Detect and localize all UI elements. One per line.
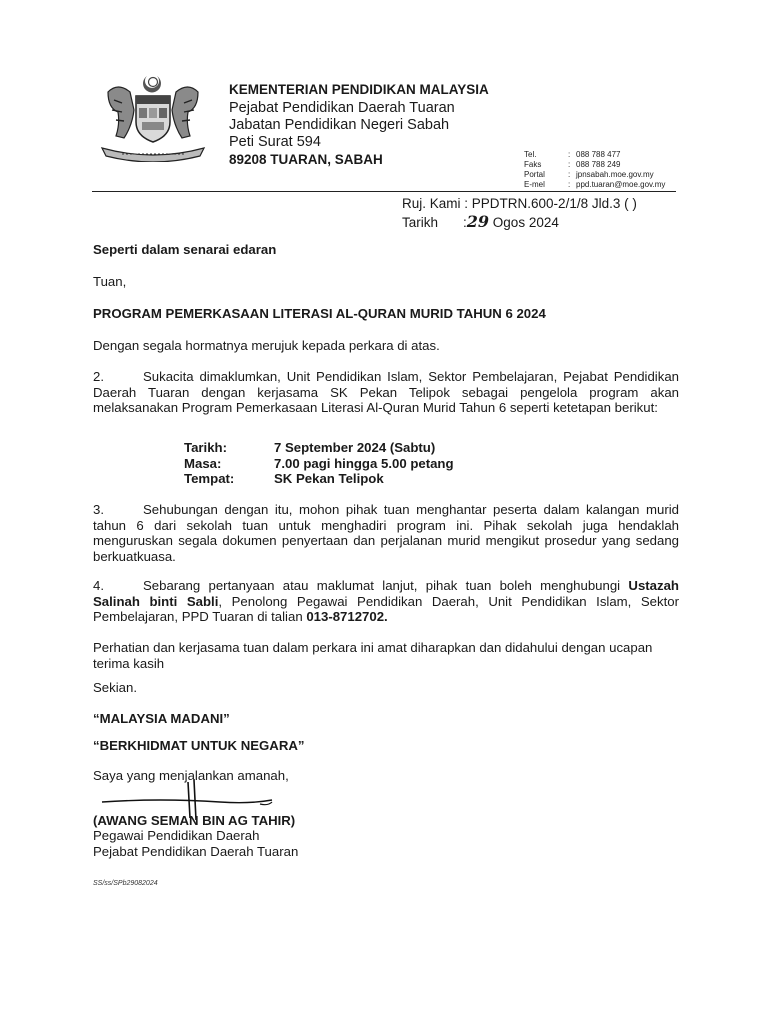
postcode-city: 89208 TUARAN, SABAH bbox=[229, 152, 383, 167]
letterhead-divider bbox=[92, 191, 676, 192]
subject-title: PROGRAM PEMERKASAAN LITERASI AL-QURAN MURID TAHUN 6 2024 bbox=[93, 306, 546, 321]
footer-reference-code: SS/ss/SPb29082024 bbox=[93, 880, 158, 887]
detail-time: Masa: 7.00 pagi hingga 5.00 petang bbox=[184, 455, 454, 471]
reference-number: Ruj. Kami : PPDTRN.600-2/1/8 Jld.3 ( ) bbox=[402, 196, 637, 211]
contact-block bbox=[524, 150, 665, 190]
contact-tel: Tel. : 088 788 477 bbox=[524, 150, 621, 159]
coat-of-arms-logo bbox=[92, 70, 214, 162]
paragraph-4: 4. Sebarang pertanyaan atau maklumat lanjut, pihak tuan boleh menghubungi Ustazah Salinah binti Sabli, Penolong Pegawai Pendidikan Daerah, Unit Pendidikan Islam, Sektor Pembelajaran, PPD Tuaran di talian 013-8712702. bbox=[93, 578, 679, 624]
ministry-name: KEMENTERIAN PENDIDIKAN MALAYSIA bbox=[229, 82, 489, 97]
detail-venue: Tempat: SK Pekan Telipok bbox=[184, 471, 384, 486]
handwritten-day: 29 bbox=[466, 212, 490, 231]
amanah-line: Saya yang menjalankan amanah, bbox=[93, 768, 289, 783]
sekian: Sekian. bbox=[93, 680, 137, 695]
recipient: Seperti dalam senarai edaran bbox=[93, 242, 277, 257]
office-name: Pejabat Pendidikan Daerah Tuaran bbox=[229, 100, 455, 116]
po-box: Peti Surat 594 bbox=[229, 134, 321, 150]
paragraph-2: 2. Sukacita dimaklumkan, Unit Pendidikan Islam, Sektor Pembelajaran, Pejabat Pendidikan Daerah Tuaran dengan kerjasama SK Pekan Telipok sebagai pengelola program akan melaksanakan Program Pemerkasaan Literasi Al-Quran Murid Tahun 6 seperti ketetapan berikut: bbox=[93, 369, 679, 415]
signatory-title: Pegawai Pendidikan Daerah bbox=[93, 828, 260, 843]
program-details bbox=[184, 440, 454, 487]
contact-person: Ustazah Salinah binti Sabli bbox=[93, 578, 679, 609]
signatory-name: (AWANG SEMAN BIN AG TAHIR) bbox=[93, 813, 296, 828]
contact-email: E-mel : ppd.tuaran@moe.gov.my bbox=[524, 180, 666, 189]
letter-date: Tarikh :29 Ogos 2024 bbox=[402, 212, 559, 231]
paragraph-3: 3. Sehubungan dengan itu, mohon pihak tuan menghantar peserta dalam kalangan murid tahun 6 dari sekolah tuan untuk menghadiri program ini. Pihak sekolah juga hendaklah menguruskan segala dokumen penyertaan dan perjalanan murid mengikut prosedur yang sedang berkuatkuasa. bbox=[93, 502, 679, 564]
slogan-berkhidmat: “BERKHIDMAT UNTUK NEGARA” bbox=[93, 738, 305, 753]
opening-line: Dengan segala hormatnya merujuk kepada perkara di atas. bbox=[93, 338, 440, 353]
contact-fax: Faks : 088 788 249 bbox=[524, 160, 621, 169]
salutation: Tuan, bbox=[93, 274, 127, 289]
slogan-madani: “MALAYSIA MADANI” bbox=[93, 711, 230, 726]
closing-paragraph: Perhatian dan kerjasama tuan dalam perkara ini amat diharapkan dan didahului dengan ucapan terima kasih bbox=[93, 640, 653, 671]
contact-phone: 013-8712702. bbox=[306, 609, 388, 624]
detail-date: Tarikh: 7 September 2024 (Sabtu) bbox=[184, 440, 436, 455]
contact-portal: Portal : jpnsabah.moe.gov.my bbox=[524, 170, 654, 179]
signatory-office: Pejabat Pendidikan Daerah Tuaran bbox=[93, 844, 299, 859]
state-department: Jabatan Pendidikan Negeri Sabah bbox=[229, 117, 450, 133]
